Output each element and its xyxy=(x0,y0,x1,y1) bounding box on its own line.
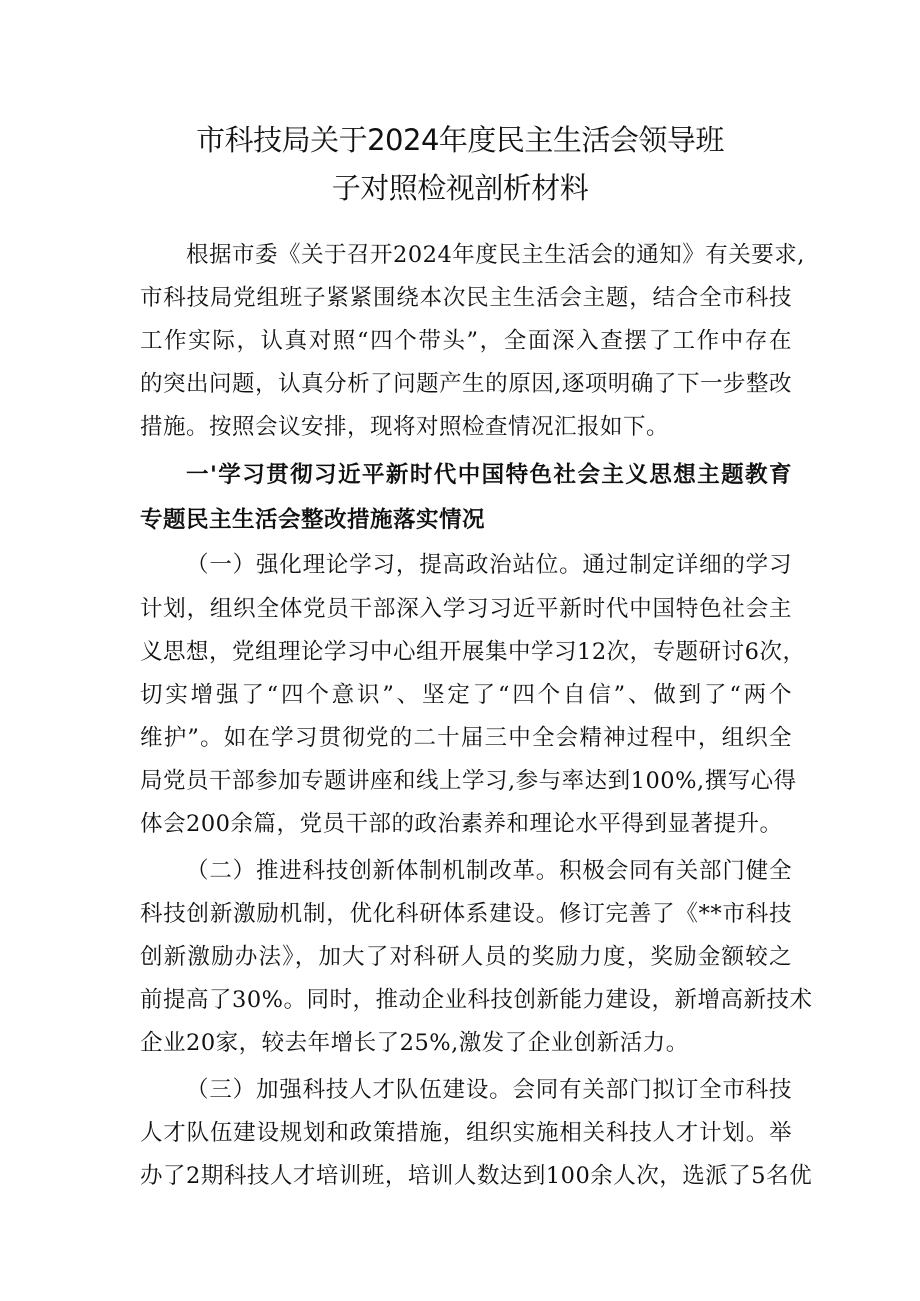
subsection-2-line: 科技创新激励机制，优化科研体系建设。修订完善了《**市科技 xyxy=(140,901,792,927)
subsection-2-line: 前提高了30%。同时，推动企业科技创新能力建设，新增高新技术 xyxy=(140,987,813,1013)
intro-line: 措施。按照会议安排，现将对照检查情况汇报如下。 xyxy=(140,414,670,440)
intro-line: 市科技局党组班子紧紧围绕本次民主生活会主题，结合全市科技 xyxy=(140,285,792,311)
subsection-1-line: 维护”。如在学习贯彻党的二十届三中全会精神过程中，组织全 xyxy=(140,725,792,751)
subsection-1-line: 体会200余篇，党员干部的政治素养和理论水平得到显著提升。 xyxy=(140,811,783,837)
document-title-line-2: 子对照检视剖析材料 xyxy=(331,171,589,205)
subsection-2-line: （二）推进科技创新体制机制改革。积极会同有关部门健全 xyxy=(186,858,792,884)
subsection-1-line: 局党员干部参加专题讲座和线上学习,参与率达到100%,撰写心得 xyxy=(140,768,797,794)
subsection-3-line: 人才队伍建设规划和政策措施，组织实施相关科技人才计划。举 xyxy=(140,1120,792,1146)
intro-line: 根据市委《关于召开2024年度民主生活会的通知》有关要求, xyxy=(186,242,805,268)
subsection-3-line: （三）加强科技人才队伍建设。会同有关部门拟订全市科技 xyxy=(186,1077,792,1103)
document-title-line-1: 市科技局关于2024年度民主生活会领导班 xyxy=(196,123,724,157)
section-heading-line: 专题民主生活会整改措施落实情况 xyxy=(140,507,486,533)
subsection-1-line: 计划，组织全体党员干部深入学习习近平新时代中国特色社会主 xyxy=(140,596,792,622)
subsection-2-line: 创新激励办法》，加大了对科研人员的奖励力度，奖励金额较之 xyxy=(140,944,792,970)
intro-line: 工作实际，认真对照“四个带头”，全面深入查摆了工作中存在 xyxy=(140,328,792,354)
section-heading-line: 一'学习贯彻习近平新时代中国特色社会主义思想主题教育 xyxy=(186,462,792,488)
subsection-1-line: （一）强化理论学习，提高政治站位。通过制定详细的学习 xyxy=(186,552,792,578)
subsection-1-line: 义思想，党组理论学习中心组开展集中学习12次，专题研讨6次， xyxy=(140,639,806,665)
intro-line: 的突出问题，认真分析了问题产生的原因,逐项明确了下一步整改 xyxy=(140,371,792,397)
subsection-3-line: 办了2期科技人才培训班，培训人数达到100余人次，选派了5名优 xyxy=(140,1163,813,1189)
subsection-1-line: 切实增强了“四个意识”、坚定了“四个自信”、做到了“两个 xyxy=(140,682,792,708)
subsection-2-line: 企业20家，较去年增长了25%,激发了企业创新活力。 xyxy=(140,1030,689,1056)
